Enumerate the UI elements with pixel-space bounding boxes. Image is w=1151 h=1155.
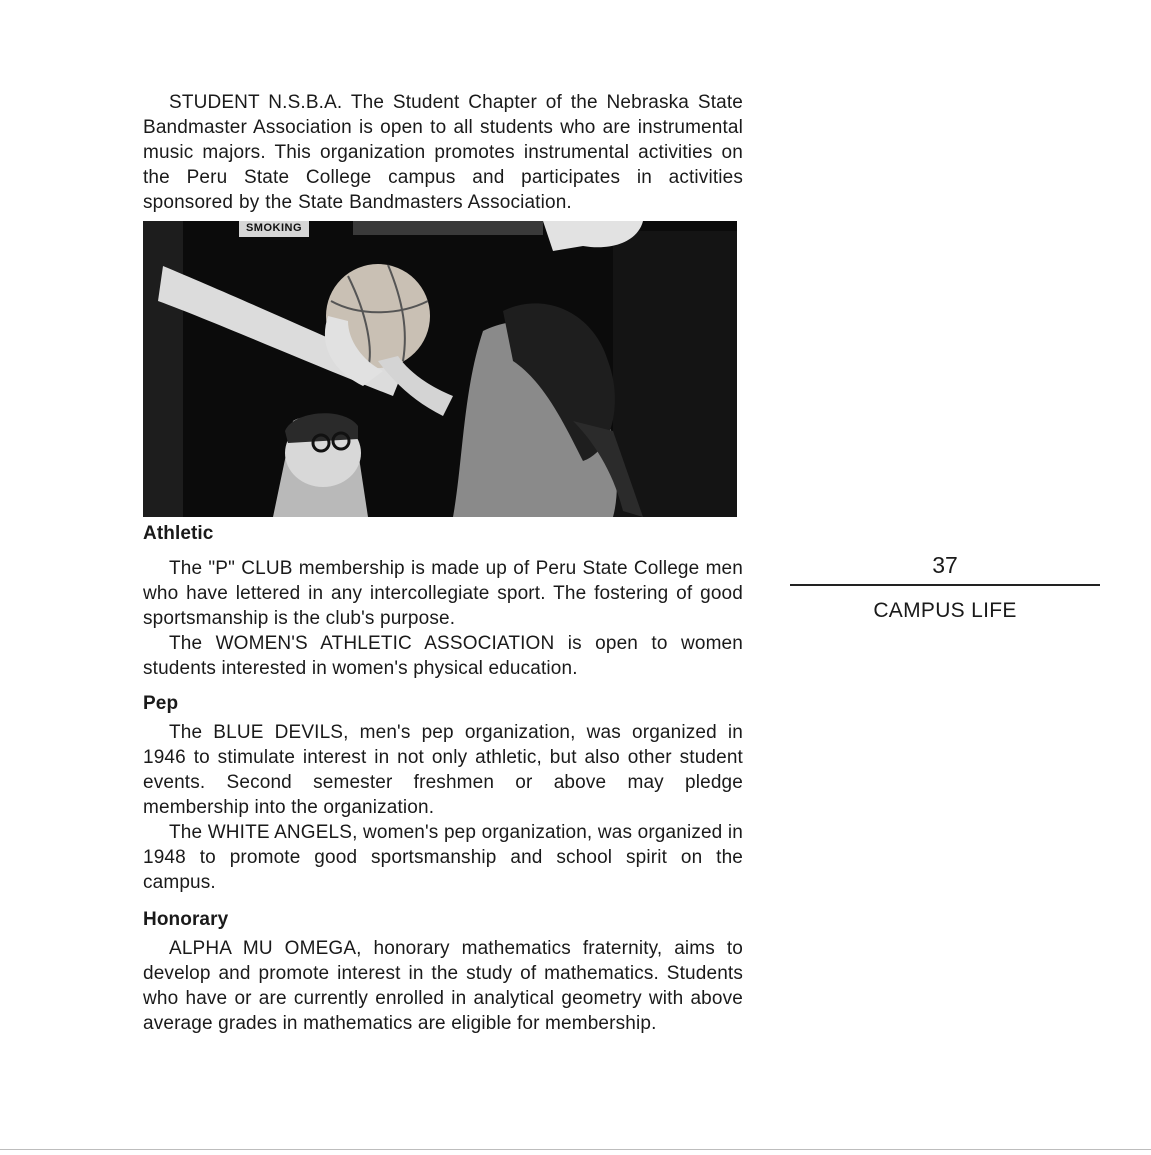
basketball-photo-illustration [143, 221, 737, 517]
p-club-paragraph: The "P" CLUB membership is made up of Peru State College men who have lettered in any intercollegiate sport. The fostering of good sportsmanship is the club's purpose. [143, 558, 743, 629]
blue-devils-paragraph: The BLUE DEVILS, men's pep organization, was organized in 1946 to stimulate interest in not only athletic, but also other student events. Second semester freshmen or above may pledge membership into the organization. [143, 722, 743, 818]
pep-heading: Pep [143, 693, 179, 714]
athletic-heading: Athletic [143, 523, 214, 544]
scan-edge-line [0, 1149, 1151, 1150]
white-angels-paragraph: The WHITE ANGELS, women's pep organization, was organized in 1948 to promote good sportsmanship and school spirit on the campus. [143, 822, 743, 893]
waa-paragraph: The WOMEN'S ATHLETIC ASSOCIATION is open to women students interested in women's physical education. [143, 633, 743, 679]
smoking-sign: SMOKING [239, 221, 309, 237]
section-title: CAMPUS LIFE [873, 599, 1017, 622]
basketball-photo [143, 221, 737, 517]
page-number: 37 [932, 552, 958, 578]
honorary-heading: Honorary [143, 909, 229, 930]
sidebar-rule [790, 584, 1100, 586]
main-column [143, 90, 743, 1036]
nsba-paragraph: STUDENT N.S.B.A. The Student Chapter of the Nebraska State Bandmaster Association is open to all students who are instrumental music majors. This organization promotes instrumental activities on the Peru State College campus and participates in activities sponsored by the State Bandmasters Association. [143, 92, 743, 213]
alpha-mu-omega-paragraph: ALPHA MU OMEGA, honorary mathematics fraternity, aims to develop and promote interest in the study of mathematics. Students who have or are currently enrolled in analytical geometry with above average grades in mathematics are eligible for membership. [143, 938, 743, 1034]
